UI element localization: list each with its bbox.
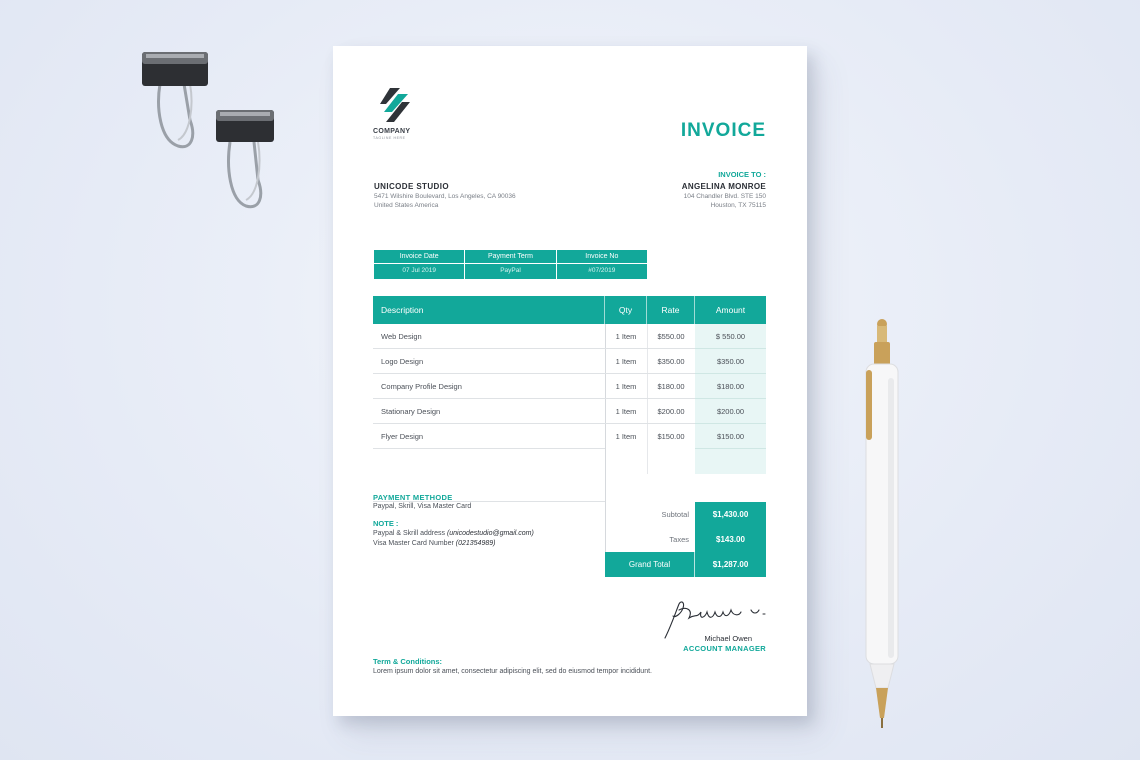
item-description: Stationary Design <box>373 399 605 424</box>
payment-method-label: PAYMENT METHODE <box>373 493 453 502</box>
binder-clip-icon <box>212 108 278 212</box>
meta-header: Payment Term <box>465 250 555 264</box>
from-name: UNICODE STUDIO <box>374 182 449 191</box>
grand-total-label: Grand Total <box>605 552 695 577</box>
subtotal-label: Subtotal <box>661 510 689 519</box>
item-rate: $150.00 <box>657 432 685 441</box>
grand-total-value: $1,287.00 <box>695 552 766 577</box>
terms-text: Lorem ipsum dolor sit amet, consectetur adipiscing elit, sed do eiusmod tempor incididunt. <box>373 668 652 675</box>
subtotal-row <box>605 502 766 527</box>
note-line-1-value: (unicodestudio@gmail.com) <box>446 530 534 537</box>
table-row <box>373 374 766 399</box>
item-rate: $180.00 <box>647 374 695 399</box>
item-amount: $ 550.00 <box>695 324 766 349</box>
table-row <box>373 399 766 424</box>
item-amount: $200.00 <box>695 399 766 424</box>
item-amount: $350.00 <box>695 349 766 374</box>
item-qty: 1 Item <box>605 324 647 349</box>
item-description: Logo Design <box>373 349 605 374</box>
item-rate: $350.00 <box>647 349 695 374</box>
column-description: Description <box>373 296 605 324</box>
pen-icon <box>862 318 902 730</box>
invoice-to-address-line1: 104 Chandler Blvd. STE 150 <box>683 193 766 200</box>
meta-value: PayPal <box>500 267 521 274</box>
column-qty: Qty <box>605 296 647 324</box>
company-name: COMPANY <box>373 128 411 135</box>
table-row <box>373 324 766 349</box>
meta-invoice-no <box>557 250 647 279</box>
binder-clip-icon <box>138 48 212 152</box>
meta-header: Invoice No <box>557 250 647 264</box>
grand-total-row <box>605 552 766 577</box>
note-line-1-text: Paypal & Skrill address <box>373 530 445 537</box>
from-address-line2: United States America <box>374 202 439 209</box>
taxes-row <box>605 527 766 552</box>
taxes-value: $143.00 <box>695 527 766 552</box>
invoice-document <box>333 46 807 716</box>
from-address-line1: 5471 Wilshire Boulevard, Los Angeles, CA 90036 <box>374 193 516 200</box>
company-tagline: TAGLINE HERE <box>373 136 406 140</box>
item-qty: 1 Item <box>605 399 647 424</box>
terms-label: Term & Conditions: <box>373 657 443 666</box>
invoice-to-label: INVOICE TO : <box>718 170 766 179</box>
company-logo-icon <box>380 86 410 126</box>
item-description: Flyer Design <box>373 424 605 449</box>
note-line-2-text: Visa Master Card Number <box>373 540 454 547</box>
invoice-to-address-line2: Houston, TX 75115 <box>710 202 766 209</box>
item-qty: 1 Item <box>615 432 637 441</box>
payment-methods: Paypal, Skrill, Visa Master Card <box>373 503 472 510</box>
signatory-role: ACCOUNT MANAGER <box>683 644 766 653</box>
meta-value: #07/2019 <box>588 267 616 274</box>
note-label: NOTE : <box>373 519 399 528</box>
item-qty: 1 Item <box>605 349 647 374</box>
item-description: Web Design <box>373 324 605 349</box>
column-rate: Rate <box>647 296 695 324</box>
item-rate: $550.00 <box>647 324 695 349</box>
invoice-title: INVOICE <box>680 120 766 141</box>
meta-invoice-date <box>374 250 465 279</box>
meta-header: Invoice Date <box>374 250 464 264</box>
column-amount: Amount <box>715 305 746 315</box>
invoice-to-name: ANGELINA MONROE <box>681 182 766 191</box>
note-line-1 <box>373 530 534 537</box>
meta-payment-term <box>465 250 556 279</box>
table-row <box>373 424 766 449</box>
note-line-2-value: (021354989) <box>455 540 496 547</box>
item-description: Company Profile Design <box>373 374 605 399</box>
item-amount: $150.00 <box>695 424 766 449</box>
item-qty: 1 Item <box>605 374 647 399</box>
table-row <box>373 349 766 374</box>
invoice-meta-table <box>374 250 647 279</box>
signatory-name: Michael Owen <box>704 634 752 643</box>
subtotal-value: $1,430.00 <box>695 502 766 527</box>
taxes-label: Taxes <box>669 535 689 544</box>
note-line-2 <box>373 540 495 547</box>
meta-value: 07 Jul 2019 <box>402 267 436 274</box>
item-rate: $200.00 <box>647 399 695 424</box>
item-amount: $180.00 <box>695 374 766 399</box>
items-table-header <box>373 296 766 324</box>
